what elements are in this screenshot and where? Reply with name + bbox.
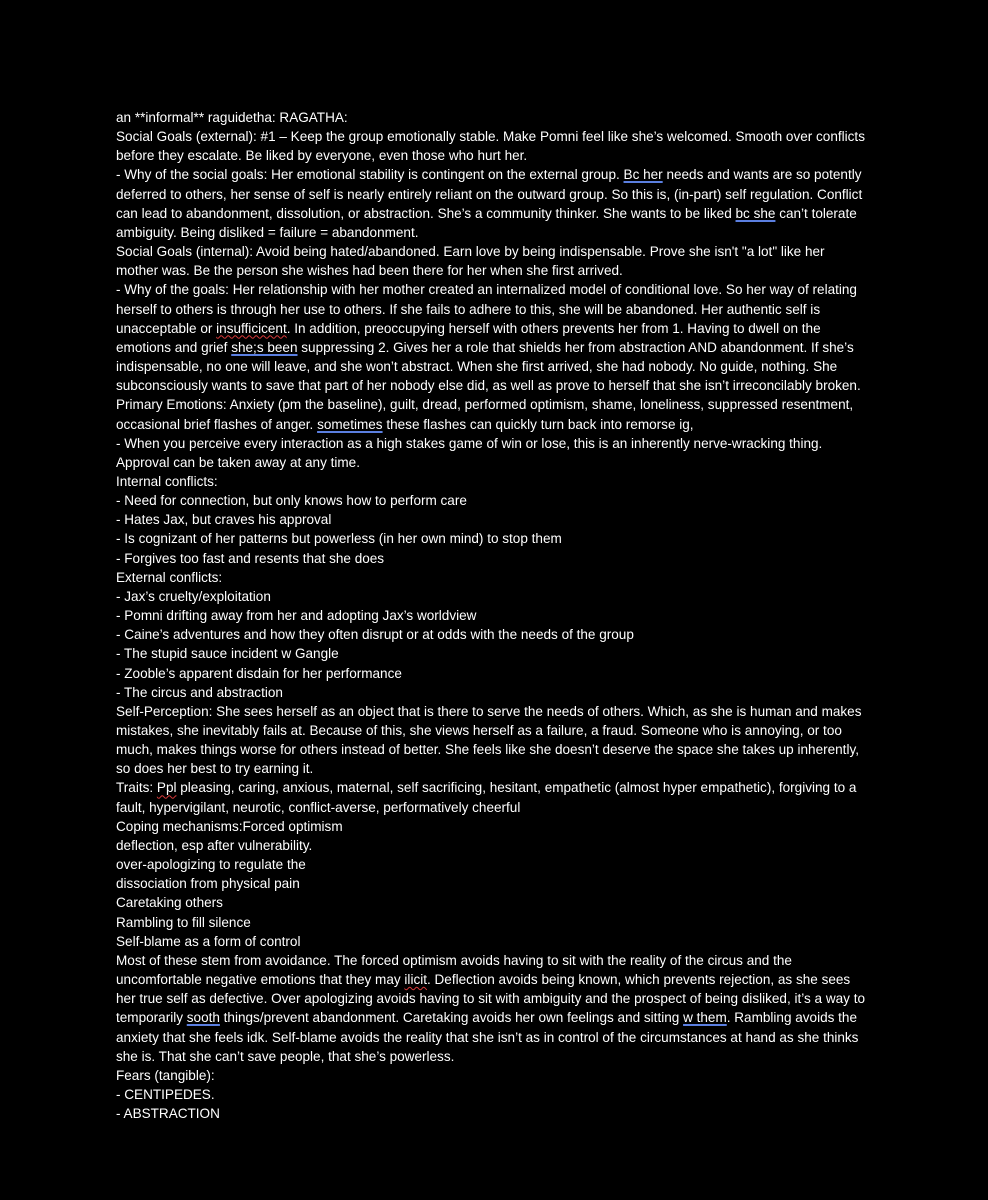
document-paragraph xyxy=(116,510,868,529)
document-paragraph xyxy=(116,855,868,874)
grammar-suggestion-word: sooth xyxy=(186,1010,220,1026)
text-run: Social Goals (internal): Avoid being hated/abandoned. Earn love by being indispensable. Prove she isn't "a lot" like her mother was. Be the person she wishes had been there for her when she first arrived. xyxy=(116,244,825,279)
text-run: Self-blame as a form of control xyxy=(116,933,301,949)
document-paragraph xyxy=(116,644,868,663)
grammar-suggestion-word: sometimes xyxy=(317,416,383,432)
document-paragraph xyxy=(116,817,868,836)
text-run: - Need for connection, but only knows how to perform care xyxy=(116,493,467,509)
text-run: . In addition, preoccupying herself with others prevents her from 1. Having to dwell on the emotions and grief xyxy=(116,320,821,355)
document-paragraph xyxy=(116,108,868,127)
document-paragraph xyxy=(116,913,868,932)
text-run: pleasing, caring, anxious, maternal, self sacrificing, hesitant, empathetic (almost hyper empathetic), forgiving to a fault, hypervigilant, neurotic, conflict-averse, performatively cheerful xyxy=(116,780,857,815)
text-run: Social Goals (external): #1 – Keep the group emotionally stable. Make Pomni feel like she’s welcomed. Smooth over conflicts before they escalate. Be liked by everyone, even those who hurt her. xyxy=(116,129,865,164)
text-run: Internal conflicts: xyxy=(116,473,218,489)
text-run: - Forgives too fast and resents that she does xyxy=(116,550,385,566)
text-run: can’t tolerate ambiguity. Being disliked = failure = abandonment. xyxy=(116,205,857,240)
document-paragraph xyxy=(116,951,868,1066)
text-run: Primary Emotions: Anxiety (pm the baseline), guilt, dread, performed optimism, shame, loneliness, suppressed resentment, occasional brief flashes of anger. xyxy=(116,397,854,432)
text-run: - Why of the social goals: Her emotional stability is contingent on the external group. xyxy=(116,167,624,183)
text-run: - Jax’s cruelty/exploitation xyxy=(116,588,271,604)
spelling-error-word: ilicit xyxy=(404,972,427,988)
document-paragraph xyxy=(116,127,868,165)
grammar-suggestion-word: she;s been xyxy=(231,339,298,355)
document-paragraph xyxy=(116,606,868,625)
text-run: Most of these stem from avoidance. The forced optimism avoids having to sit with the reality of the circus and the uncomfortable negative emotions that they may xyxy=(116,952,792,988)
document-paragraph xyxy=(116,664,868,683)
text-run: - Hates Jax, but craves his approval xyxy=(116,512,332,528)
grammar-suggestion-word: bc she xyxy=(735,205,776,221)
document-paragraph xyxy=(116,242,868,280)
document-body xyxy=(116,108,868,1123)
text-run: . Rambling avoids the anxiety that she feels idk. Self-blame avoids the reality that she isn’t as in control of the circumstances at hand as she thinks she is. That she can’t save people, that she’s powerless. xyxy=(116,1010,859,1064)
document-paragraph xyxy=(116,472,868,491)
text-run: Caretaking others xyxy=(116,895,223,911)
document-paragraph xyxy=(116,549,868,568)
text-run: - Zooble’s apparent disdain for her performance xyxy=(116,665,402,681)
text-run: Coping mechanisms:Forced optimism xyxy=(116,818,343,834)
spelling-error-word: insufficicent xyxy=(216,320,287,336)
document-paragraph xyxy=(116,280,868,395)
text-run: - When you perceive every interaction as a high stakes game of win or lose, this is an inherently nerve-wracking thing. Approval can be taken away at any time. xyxy=(116,435,823,470)
text-run: - CENTIPEDES. xyxy=(116,1086,215,1102)
text-run: Traits: xyxy=(116,780,157,796)
text-run: - The stupid sauce incident w Gangle xyxy=(116,646,339,662)
document-paragraph xyxy=(116,683,868,702)
text-run: - ABSTRACTION xyxy=(116,1106,220,1122)
text-run: an **informal** raguidetha: RAGATHA: xyxy=(116,110,348,125)
spelling-error-word: Ppl xyxy=(156,780,177,796)
text-run: - Is cognizant of her patterns but powerless (in her own mind) to stop them xyxy=(116,531,562,547)
document-paragraph xyxy=(116,625,868,644)
text-run: over-apologizing to regulate the xyxy=(116,857,306,873)
text-run: External conflicts: xyxy=(116,569,223,585)
text-run: - Caine’s adventures and how they often disrupt or at odds with the needs of the group xyxy=(116,627,634,643)
document-paragraph xyxy=(116,491,868,510)
document-paragraph xyxy=(116,529,868,548)
text-run: Rambling to fill silence xyxy=(116,914,251,930)
grammar-suggestion-word: w them xyxy=(683,1010,727,1026)
document-paragraph xyxy=(116,1085,868,1104)
document-paragraph xyxy=(116,836,868,855)
grammar-suggestion-word: Bc her xyxy=(623,167,663,183)
text-run: Self-Perception: She sees herself as an object that is there to serve the needs of others. Which, as she is human and makes mistakes, she inevitably fails at. Because of this, she views herself as a failure, a fraud. Someone who is annoying, or too much, makes things worse for others instead of better. She feels like she doesn’t deserve the space she takes up inherently, so does her best to try earning it. xyxy=(116,703,862,777)
text-run: - Pomni drifting away from her and adopting Jax’s worldview xyxy=(116,608,477,624)
document-paragraph xyxy=(116,702,868,779)
document-paragraph xyxy=(116,434,868,472)
text-run: Fears (tangible): xyxy=(116,1067,215,1083)
text-run: needs and wants are so potently deferred to others, her sense of self is nearly entirely reliant on the outward group. So this is, (in-part) self regulation. Conflict can lead to abandonment, dissolution, or abstraction. She’s a community thinker. She wants to be liked xyxy=(116,167,863,221)
text-run: - The circus and abstraction xyxy=(116,684,283,700)
text-run: things/prevent abandonment. Caretaking avoids her own feelings and sitting xyxy=(219,1010,684,1026)
document-paragraph xyxy=(116,395,868,433)
text-run: - Why of the goals: Her relationship with her mother created an internalized model of conditional love. So her way of relating herself to others is through her use to others. If she fails to adhere to this, she will be abandoned. Her authentic self is unacceptable or xyxy=(116,282,857,336)
text-run: suppressing 2. Gives her a role that shields her from abstraction AND abandonment. If she’s indispensable, no one will leave, and she won’t abstract. When she first arrived, she had nobody. No guide, nothing. She subconsciously wants to save that part of her nobody else did, as well as prove to herself that she isn’t irreconcilably broken. xyxy=(116,339,861,394)
document-paragraph xyxy=(116,165,868,242)
text-run: these flashes can quickly turn back into remorse ig, xyxy=(382,416,694,432)
document-paragraph xyxy=(116,1104,868,1123)
document-paragraph xyxy=(116,1066,868,1085)
document-paragraph xyxy=(116,587,868,606)
text-run: deflection, esp after vulnerability. xyxy=(116,837,313,853)
text-run: dissociation from physical pain xyxy=(116,876,300,892)
document-paragraph xyxy=(116,568,868,587)
text-run: . Deflection avoids being known, which prevents rejection, as she sees her true self as defective. Over apologizing avoids having to sit with ambiguity and the prospect of being disliked, it’s a way to temporarily xyxy=(116,972,866,1026)
document-paragraph xyxy=(116,778,868,816)
document-paragraph xyxy=(116,893,868,912)
document-paragraph xyxy=(116,874,868,893)
document-paragraph xyxy=(116,932,868,951)
